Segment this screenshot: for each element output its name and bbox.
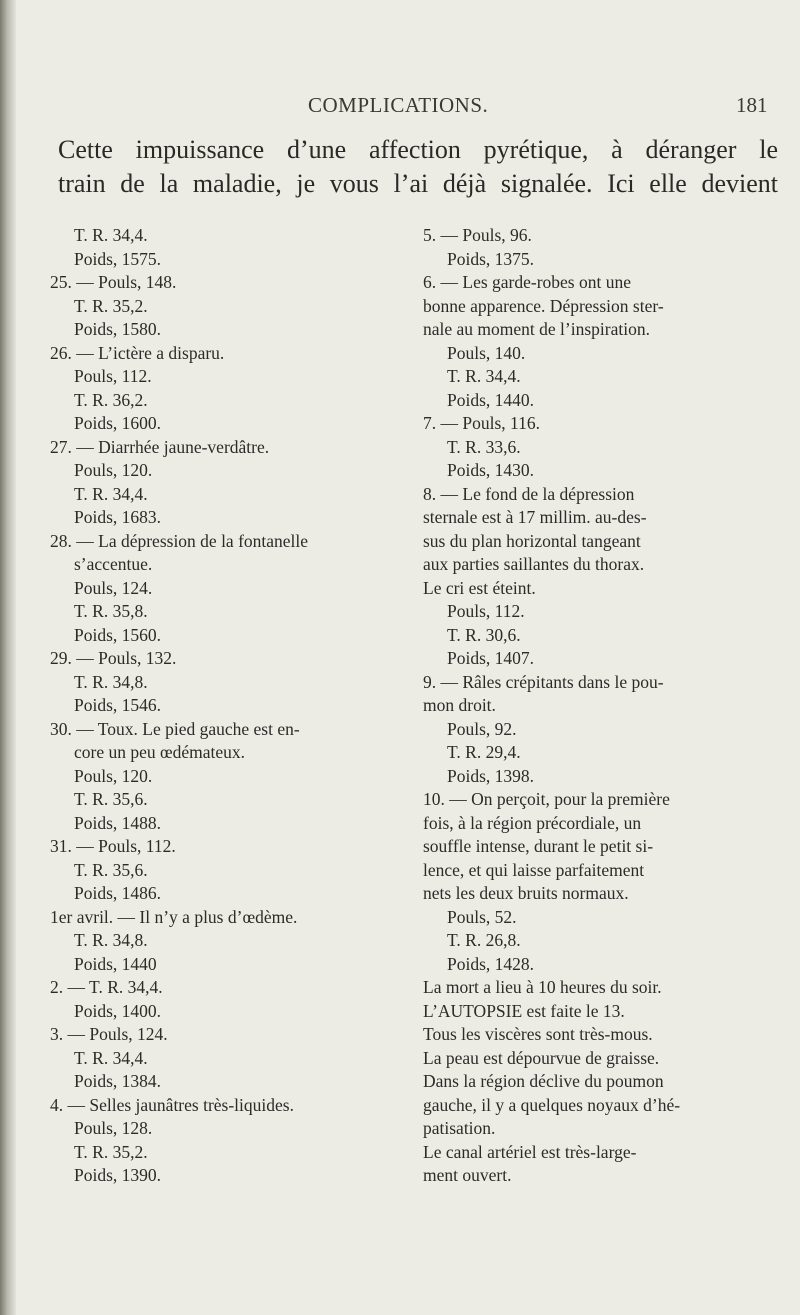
journal-line: patisation. [423, 1118, 496, 1138]
page-header [0, 93, 800, 123]
journal-line: 31. — Pouls, 112. [50, 836, 176, 856]
journal-line: Pouls, 112. [74, 366, 152, 386]
intro-line: train de la maladie, je vous l’ai déjà signalée. Ici elle devient [58, 169, 778, 198]
journal-line: nets les deux bruits normaux. [423, 883, 629, 903]
journal-line: Tous les viscères sont très-mous. [423, 1024, 653, 1044]
journal-line: T. R. 34,8. [74, 671, 148, 692]
journal-line: T. R. 34,4. [74, 483, 148, 504]
journal-line: 4. — Selles jaunâtres très-liquides. [50, 1094, 294, 1115]
journal-line: Pouls, 120. [74, 460, 153, 480]
journal-line: 29. — Pouls, 132. [50, 648, 177, 668]
journal-line: T. R. 36,2. [74, 389, 148, 410]
journal-line: Pouls, 140. [447, 342, 526, 363]
journal-line: Poids, 1428. [447, 953, 535, 974]
journal-line: 5. — Pouls, 96. [423, 225, 532, 245]
journal-line: T. R. 35,2. [74, 295, 148, 316]
journal-line: Pouls, 120. [74, 765, 153, 786]
journal-line: 1er avril. — Il n’y a plus d’œdème. [50, 906, 298, 927]
journal-line: T. R. 35,6. [74, 789, 148, 809]
journal-line: 8. — Le fond de la dépression [423, 483, 635, 504]
journal-line: Pouls, 128. [74, 1118, 153, 1138]
journal-line: Poids, 1440. [447, 389, 535, 410]
journal-line: T. R. 35,6. [74, 859, 148, 880]
journal-line: sus du plan horizontal tangeant [423, 530, 641, 551]
journal-line: 26. — L’ictère a disparu. [50, 342, 225, 363]
journal-line: Dans la région déclive du poumon [423, 1071, 664, 1091]
journal-line: 3. — Pouls, 124. [50, 1024, 168, 1044]
right-column [423, 224, 748, 1188]
journal-line: T. R. 26,8. [447, 930, 521, 950]
journal-line: 2. — T. R. 34,4. [50, 977, 163, 997]
journal-line: 25. — Pouls, 148. [50, 272, 177, 292]
journal-line: T. R. 35,2. [74, 1141, 148, 1162]
journal-line: Poids, 1486. [74, 883, 162, 903]
journal-line: Poids, 1575. [74, 248, 162, 269]
journal-line: core un peu œdémateux. [74, 742, 246, 762]
journal-line: fois, à la région précordiale, un [423, 812, 642, 833]
journal-line: lence, et qui laisse parfaitement [423, 859, 645, 880]
journal-line: 27. — Diarrhée jaune-verdâtre. [50, 436, 270, 457]
journal-line: Poids, 1384. [74, 1071, 162, 1091]
journal-line: s’accentue. [74, 554, 153, 574]
intro-line: Cette impuissance d’une affection pyrétique, à déranger le [58, 135, 778, 164]
journal-line: Poids, 1398. [447, 765, 535, 786]
journal-line: Le cri est éteint. [423, 577, 536, 598]
journal-line: Le canal artériel est très-large- [423, 1141, 637, 1162]
intro-paragraph [58, 133, 778, 201]
journal-line: Poids, 1390. [74, 1165, 162, 1185]
journal-line: Pouls, 124. [74, 577, 153, 598]
journal-line: Poids, 1546. [74, 695, 162, 715]
journal-line: gauche, il y a quelques noyaux d’hé- [423, 1094, 681, 1115]
journal-line: T. R. 35,8. [74, 601, 148, 621]
page-number: 181 [736, 93, 768, 117]
journal-line: T. R. 30,6. [447, 624, 521, 645]
running-head: COMPLICATIONS. [308, 93, 489, 117]
journal-line: T. R. 34,4. [74, 1047, 148, 1068]
journal-line: 10. — On perçoit, pour la première [423, 789, 670, 809]
journal-line: T. R. 29,4. [447, 742, 521, 762]
journal-line: Poids, 1560. [74, 624, 162, 645]
journal-line: 7. — Pouls, 116. [423, 413, 541, 433]
journal-line: T. R. 33,6. [447, 436, 521, 457]
journal-line: T. R. 34,4. [74, 225, 148, 245]
journal-line: 9. — Râles crépitants dans le pou- [423, 671, 664, 692]
journal-line: Pouls, 92. [447, 718, 517, 739]
journal-line: Pouls, 112. [447, 601, 525, 621]
journal-line: ment ouvert. [423, 1165, 512, 1185]
journal-line: Poids, 1375. [447, 248, 535, 269]
journal-line: nale au moment de l’inspiration. [423, 319, 650, 339]
journal-line: T. R. 34,8. [74, 930, 148, 950]
journal-line: L’AUTOPSIE est faite le 13. [423, 1000, 625, 1021]
left-column [50, 224, 395, 1188]
journal-line: 28. — La dépression de la fontanelle [50, 530, 309, 551]
journal-line: Pouls, 52. [447, 906, 517, 927]
journal-line: sternale est à 17 millim. au-des- [423, 507, 647, 527]
journal-line: mon droit. [423, 695, 496, 715]
journal-line: Poids, 1683. [74, 507, 162, 527]
journal-line: aux parties saillantes du thorax. [423, 554, 645, 574]
journal-line: La peau est dépourvue de graisse. [423, 1047, 660, 1068]
journal-line: La mort a lieu à 10 heures du soir. [423, 977, 662, 997]
journal-line: 6. — Les garde-robes ont une [423, 272, 631, 292]
journal-line: Poids, 1580. [74, 319, 162, 339]
journal-line: Poids, 1440 [74, 953, 157, 974]
journal-line: Poids, 1488. [74, 812, 162, 833]
journal-line: Poids, 1407. [447, 648, 535, 668]
journal-line: Poids, 1400. [74, 1000, 162, 1021]
journal-line: Poids, 1600. [74, 413, 162, 433]
journal-line: 30. — Toux. Le pied gauche est en- [50, 718, 300, 739]
journal-line: souffle intense, durant le petit si- [423, 836, 654, 856]
journal-line: Poids, 1430. [447, 460, 535, 480]
journal-line: T. R. 34,4. [447, 366, 521, 386]
journal-line: bonne apparence. Dépression ster- [423, 295, 664, 316]
